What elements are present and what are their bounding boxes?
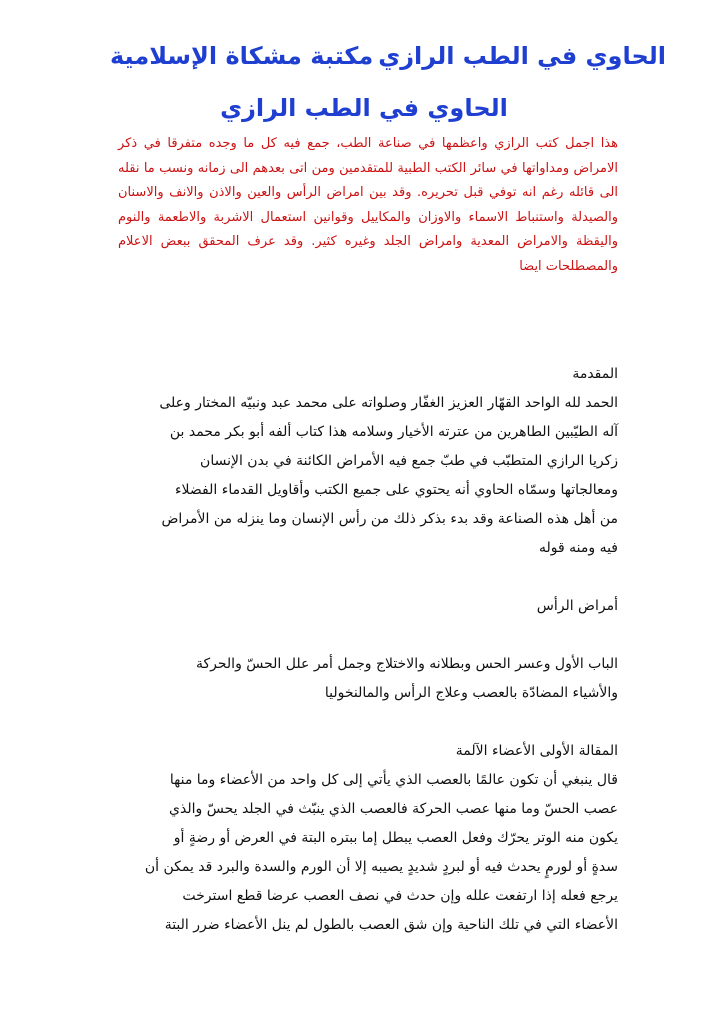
- body-line: والأشياء المضادّة بالعصب وعلاج الرأس والمالنخوليا: [324, 685, 618, 701]
- body-line: يرجع فعله إذا ارتفعت علله وإن حدث في نصف العصب عرضا قطع استرخت: [182, 888, 618, 904]
- body-line: المقالة الأولى الأعضاء الآلمة: [455, 743, 618, 759]
- blank-line: [118, 563, 618, 592]
- body-line: عصب الحسّ وما منها عصب الحركة فالعصب الذي ينبّث في الجلد يحسّ والذي: [169, 801, 618, 817]
- body-line: الباب الأول وعسر الحس وبطلانه والاختلاج وجمل أمر علل الحسّ والحركة: [195, 656, 618, 672]
- book-summary: [118, 132, 618, 279]
- body-line: من أهل هذه الصناعة وقد بدء بذكر ذلك من رأس الإنسان وما ينزله من الأمراض: [161, 511, 618, 527]
- body-line: قال ينبغي أن تكون عالمًا بالعصب الذي يأتي إلى كل واحد من الأعضاء وما منها: [169, 772, 618, 788]
- body-line: يكون منه الوتر يحرّك وفعل العصب يبطل إما ببتره البتة في العرض أو رضةٍ أو: [173, 830, 618, 846]
- body-line: زكريا الرازي المتطبّب في طبّ جمع فيه الأمراض الكائنة في بدن الإنسان: [200, 453, 618, 469]
- body-line: الأعضاء التي في تلك الناحية وإن شق العصب بالطول لم ينل الأعضاء ضرر البتة: [164, 917, 618, 933]
- blank-line: [118, 621, 618, 650]
- body-text: [118, 360, 618, 940]
- header-library-name: مكتبة مشكاة الإسلامية: [110, 42, 374, 70]
- body-line: الحمد لله الواحد القهّار العزيز الغفّار وصلواته على محمد عبد ونبيّه المختار وعلى: [159, 395, 618, 411]
- body-line: سدةٍ أو لورمٍ يحدث فيه أو لبردٍ شديدٍ يصيبه إلا أن الورم والسدة والبرد قد يمكن أن: [144, 859, 618, 875]
- body-line: أمراض الرأس: [536, 598, 618, 614]
- body-line: ومعالجاتها وسمّاه الحاوي أنه يحتوي على جميع الكتب وأقاويل القدماء الفضلاء: [174, 482, 618, 498]
- book-title: الحاوي في الطب الرازي: [220, 94, 508, 122]
- body-line: المقدمة: [572, 366, 618, 382]
- body-line: آله الطيّبين الطاهرين من عترته الأخيار وسلامه هذا كتاب ألفه أبو بكر محمد بن: [169, 424, 618, 440]
- header-book-title: الحاوي في الطب الرازي: [378, 42, 666, 70]
- body-line: فيه ومنه قوله: [538, 540, 618, 556]
- blank-line: [118, 708, 618, 737]
- summary-text: هذا اجمل كتب الرازي واعظمها في صناعة الطب، جمع فيه كل ما وجده متفرقا في ذكر الامراض ومداواتها في سائر الكتب الطبية للمتقدمين ومن اتى بعدهم الى زمانه ونسب ما نقله الى قائله رغم انه توفي قبل تحريره. وقد بين امراض الرأس والعين والاذن والانف والاسنان والصيدلة واستنباط الاسماء والاوزان والمكاييل وقوانين استعمال الاشربة والاطعمة والنوم واليقظة والامراض المعدية وامراض الجلد وغيره كثير. وقد عرف المحقق ببعض الاعلام والمصطلحات ايضا: [118, 136, 618, 274]
